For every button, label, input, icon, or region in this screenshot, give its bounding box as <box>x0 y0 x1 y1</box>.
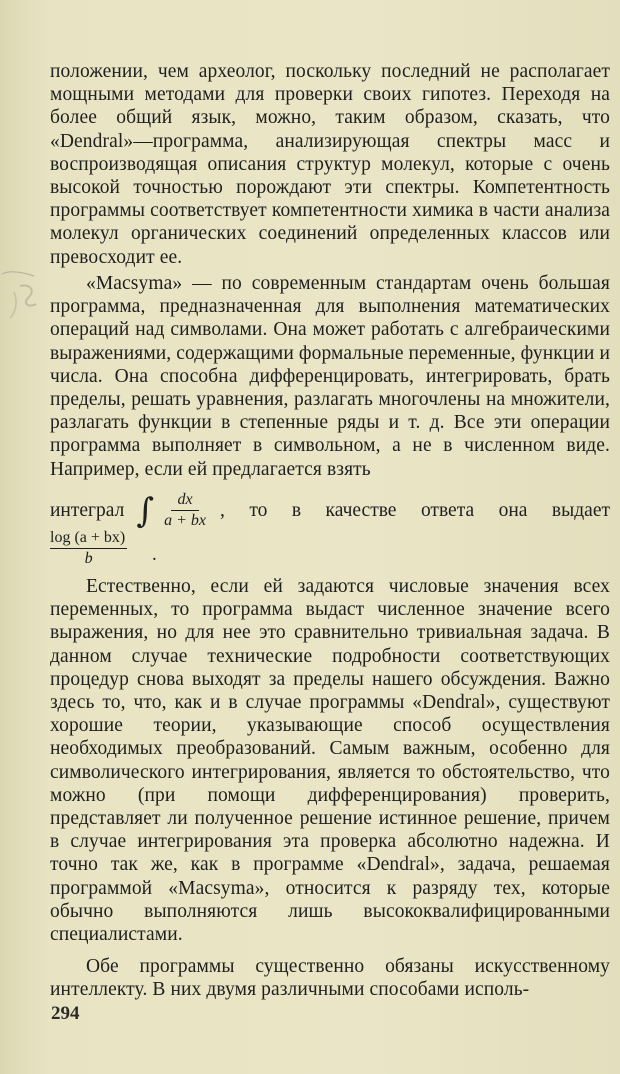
paragraph-text: Естественно, если ей задаются числовые значения всех переменных, то программа выдаст численное значение всего выражения, но для нее это сравнительно тривиальная задача. В данном случае технические подробности соответствующих процедур снова выходят за пределы нашего обсуждения. Важно здесь то, что, как и в случае программы «Dendral», существуют хорошие теории, указывающие способ осуществления необходимых преобразований. Самым важным, особенно для символического интегрирования, является то обстоятельство, что можно (при помощи дифференцирования) проверить, представляет ли полученное решение истинное решение, причем в случае интегрирования эта проверка абсолютно надежна. И точно так же, как в программе «Dendral», задача, решаемая программой «Macsyma», относится к разряду тех, которые обычно выполняются лишь высококвалифицированными специалистами. <box>50 576 610 946</box>
result-denominator: b <box>84 550 93 567</box>
paragraph-archeologist <box>50 60 610 269</box>
result-numerator: log (a + bx) <box>50 528 127 549</box>
paragraph-naturally <box>50 575 610 946</box>
integral-numerator: dx <box>171 491 198 511</box>
paragraph-text: «Macsyma» — по современным стандартам очень большая программа, предназначенная для выполнения математических операций над символами. Она может работать с алгебраическими выражениями, содержащими формальные переменные, функции и числа. Она способна дифференцировать, интегрировать, брать пределы, решать уравнения, разлагать многочлены на множители, разлагать функции в степенные ряды и т. д. Все эти операции программа выполняет в символьном, а не в численном виде. Например, если ей предлагается взять <box>50 273 610 480</box>
formula-tail-text: , то в качестве ответа она выдает <box>219 499 610 521</box>
formula-lead-text: интеграл <box>50 499 125 521</box>
result-fraction <box>50 528 127 568</box>
integral-fraction <box>158 491 212 530</box>
integral-denominator: a + bx <box>164 512 206 529</box>
result-period: . <box>152 544 157 565</box>
integral-formula-line <box>50 491 610 530</box>
paragraph-macsyma <box>50 272 610 481</box>
paragraph-text: Обе программы существенно обязаны искусственному интеллекту. В них двумя различными способами исполь- <box>50 956 610 1001</box>
paragraph-text: положении, чем археолог, поскольку последний не располагает мощными методами для проверки своих гипотез. Переходя на более общий язык, можно, таким образом, сказать, что «Dendral»—программа, анализирующая спектры масс и воспроизводящая описания структур молекул, которые с очень высокой точностью порождают эти спектры. Компетентность программы соответствует компетентности химика в части анализа молекул органических соединений определенных классов или превосходит ее. <box>50 61 610 268</box>
page-number: 294 <box>51 1003 80 1024</box>
integral-sign: ∫ <box>136 490 155 531</box>
integral-expression <box>50 491 212 530</box>
paragraph-both-programs <box>50 955 610 1001</box>
pencil-margin-mark <box>0 268 44 328</box>
